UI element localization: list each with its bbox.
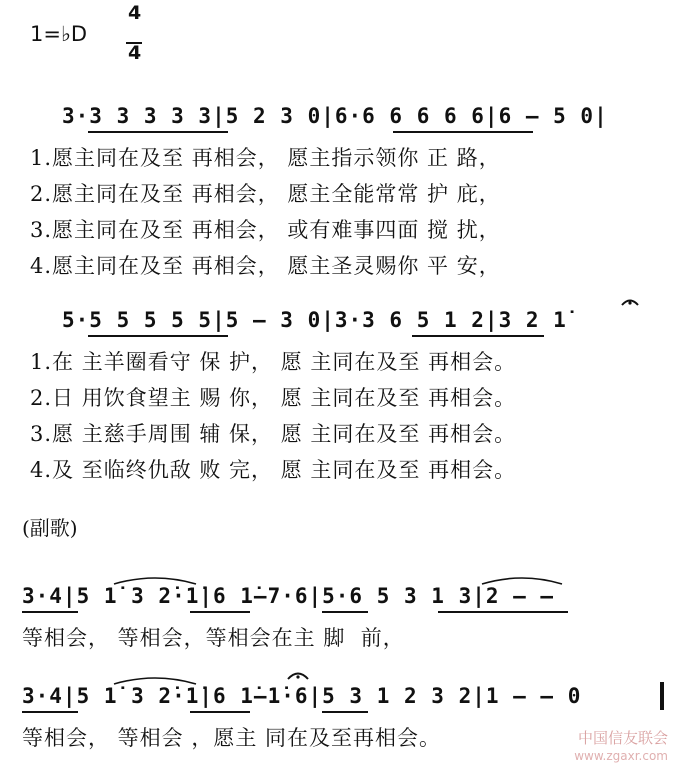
- watermark-title: 中国信友联会: [577, 729, 668, 747]
- time-signature-bottom: 4: [128, 42, 142, 64]
- verse-a-lyric-1: 1.愿主同在及至 再相会， 愿主指示领你 正 路，: [30, 146, 501, 170]
- chorus-line1-lyrics: 等相会， 等相会，等相会在主 脚 前，: [22, 626, 405, 650]
- chorus-line2-underline-2: [190, 711, 250, 713]
- key-signature: 1=♭D: [30, 22, 88, 46]
- watermark: [574, 729, 668, 765]
- chorus-line2-notes: 3·4|5 1̇ 3 2̇·1̇|6 1̇–1̇·6|5 3 1 2 3 2|1 – – 0: [22, 684, 582, 708]
- chorus-line1-underline-4: [438, 611, 568, 613]
- chorus-line1-notes: 3·4|5 1̇ 3 2̇·1̇|6 1̇–7·6|5·6 5 3 1 3|2 – –: [22, 584, 555, 608]
- verse-a-notes: 3·3 3 3 3 3|5 2 3 0|6·6 6 6 6 6|6 – 5 0|: [62, 104, 608, 128]
- verse-b-lyric-4: 4.及 至临终仇敌 败 完， 愿 主同在及至 再相会。: [30, 458, 517, 482]
- chorus-line1-slur-2: [478, 572, 566, 586]
- verse-b-underline-1: [88, 335, 228, 337]
- verse-b-underline-2: [412, 335, 544, 337]
- verse-a-lyric-3: 3.愿主同在及至 再相会， 或有难事四面 搅 扰，: [30, 218, 501, 242]
- watermark-url: www.zgaxr.com: [574, 749, 668, 763]
- final-barline: [660, 682, 664, 710]
- chorus-label: (副歌): [22, 516, 78, 540]
- chorus-line1-underline-2: [190, 611, 250, 613]
- chorus-line1-underline-3: [322, 611, 368, 613]
- chorus-line1-underline-1: [22, 611, 78, 613]
- chorus-line2-slur-1: [110, 672, 200, 686]
- chorus-line1-slur-1: [110, 572, 200, 586]
- fermata-icon: [286, 668, 310, 680]
- verse-a-underline-1: [88, 131, 228, 133]
- verse-b-lyric-2: 2.日 用饮食望主 赐 你， 愿 主同在及至 再相会。: [30, 386, 517, 410]
- fermata-icon: [620, 296, 640, 306]
- verse-b-notes: 5·5 5 5 5 5|5 – 3 0|3·3 6 5 1 2|3 2 1̇: [62, 308, 567, 332]
- chorus-line2-lyrics: 等相会， 等相会 ，愿主 同在及至再相会。: [22, 726, 442, 750]
- verse-a-lyric-4: 4.愿主同在及至 再相会， 愿主圣灵赐你 平 安，: [30, 254, 501, 278]
- verse-b-lyric-1: 1.在 主羊圈看守 保 护， 愿 主同在及至 再相会。: [30, 350, 517, 374]
- chorus-line2-underline-1: [22, 711, 78, 713]
- chorus-line2-underline-3: [322, 711, 368, 713]
- time-signature-top: 4: [128, 2, 142, 24]
- verse-a-underline-2: [393, 131, 533, 133]
- verse-b-lyric-3: 3.愿 主慈手周围 辅 保， 愿 主同在及至 再相会。: [30, 422, 517, 446]
- verse-a-lyric-2: 2.愿主同在及至 再相会， 愿主全能常常 护 庇，: [30, 182, 501, 206]
